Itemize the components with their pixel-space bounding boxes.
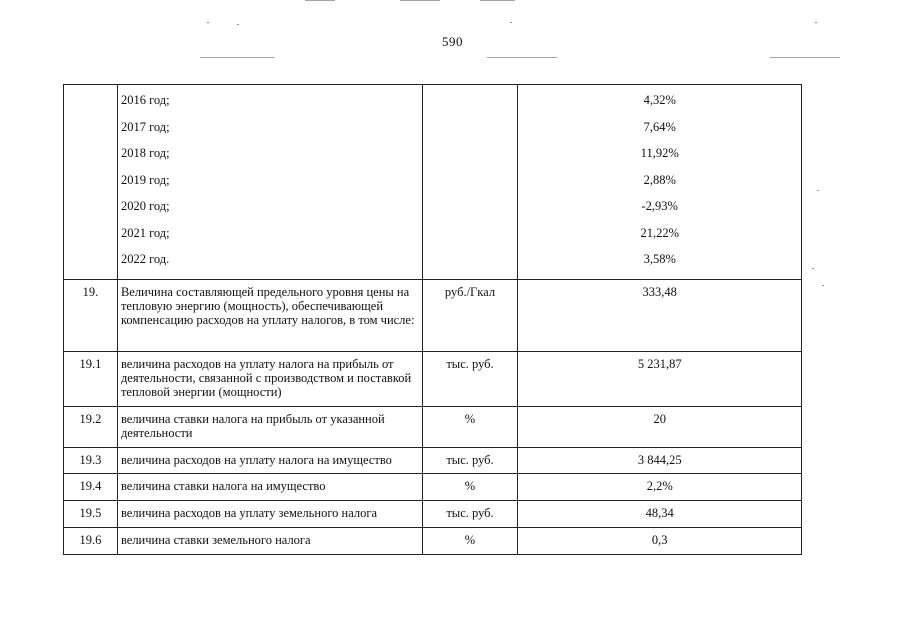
row-number: 19.6	[64, 527, 118, 554]
tariff-table	[63, 84, 802, 555]
row-unit: %	[422, 473, 518, 500]
scan-artifact-line	[480, 0, 515, 1]
table-row-years	[64, 85, 802, 280]
row-unit: тыс. руб.	[422, 500, 518, 527]
row-number: 19.3	[64, 447, 118, 473]
row-name: Величина составляющей предельного уровня цены на тепловую энергию (мощность), обеспечивающей компенсацию расходов на уплату налогов, в том числе:	[117, 279, 422, 351]
row-name: величина ставки земельного налога	[117, 527, 422, 554]
scan-artifact-dot	[207, 22, 209, 23]
row-number: 19.4	[64, 473, 118, 500]
scan-artifact-dot	[822, 285, 824, 286]
table-row	[64, 527, 802, 554]
scan-artifact-line	[200, 57, 275, 58]
year-value: 3,58%	[643, 252, 676, 266]
row-number: 19.1	[64, 351, 118, 406]
table-row	[64, 406, 802, 447]
year-value: 4,32%	[643, 93, 676, 107]
row-name: величина расходов на уплату налога на прибыль от деятельности, связанной с производством и поставкой тепловой энергии (мощности)	[117, 351, 422, 406]
row-unit: %	[422, 527, 518, 554]
year-label: 2018 год;	[120, 146, 170, 160]
row-value: 5 231,87	[518, 351, 802, 406]
table-row	[64, 447, 802, 473]
year-value: -2,93%	[641, 199, 678, 213]
year-label: 2017 год;	[120, 119, 170, 134]
year-label: 2016 год;	[120, 93, 170, 107]
year-label: 2021 год;	[120, 225, 170, 240]
year-label: 2019 год;	[120, 172, 170, 187]
table-row	[64, 500, 802, 527]
row-number: 19.2	[64, 406, 118, 447]
table-row	[64, 351, 802, 406]
row-number: 19.	[64, 279, 118, 351]
year-labels-cell	[117, 85, 422, 280]
row-unit: тыс. руб.	[422, 447, 518, 473]
row-name: величина ставки налога на прибыль от указанной деятельности	[117, 406, 422, 447]
table-row	[64, 279, 802, 351]
scan-artifact-line	[487, 57, 557, 58]
scan-artifact-dot	[815, 22, 817, 23]
row-value: 48,34	[518, 500, 802, 527]
row-number: 19.5	[64, 500, 118, 527]
year-unit-cell	[422, 85, 518, 280]
year-values-cell	[518, 85, 802, 280]
year-label: 2022 год.	[120, 252, 170, 266]
row-name: величина расходов на уплату налога на имущество	[117, 447, 422, 473]
row-value: 20	[518, 406, 802, 447]
scan-artifact-dot	[817, 190, 819, 191]
year-value: 21,22%	[640, 225, 679, 240]
row-value: 333,48	[518, 279, 802, 351]
scan-artifact-line	[770, 57, 840, 58]
year-value: 11,92%	[640, 146, 679, 160]
scan-artifact-line	[400, 0, 440, 1]
scan-artifact-dot	[812, 268, 814, 269]
page-number: 590	[442, 34, 463, 49]
row-value: 3 844,25	[518, 447, 802, 473]
year-value: 7,64%	[643, 119, 676, 134]
row-unit: %	[422, 406, 518, 447]
row-unit: руб./Гкал	[422, 279, 518, 351]
scan-artifact-line	[305, 0, 335, 1]
row-value: 0,3	[518, 527, 802, 554]
row-name: величина ставки налога на имущество	[117, 473, 422, 500]
row-name: величина расходов на уплату земельного налога	[117, 500, 422, 527]
table-row	[64, 473, 802, 500]
scan-artifact-dot	[237, 24, 239, 25]
year-num-cell	[64, 85, 118, 280]
row-value: 2,2%	[518, 473, 802, 500]
scan-artifact-dot	[510, 22, 512, 23]
year-label: 2020 год;	[120, 199, 170, 213]
year-value: 2,88%	[643, 172, 676, 187]
row-unit: тыс. руб.	[422, 351, 518, 406]
